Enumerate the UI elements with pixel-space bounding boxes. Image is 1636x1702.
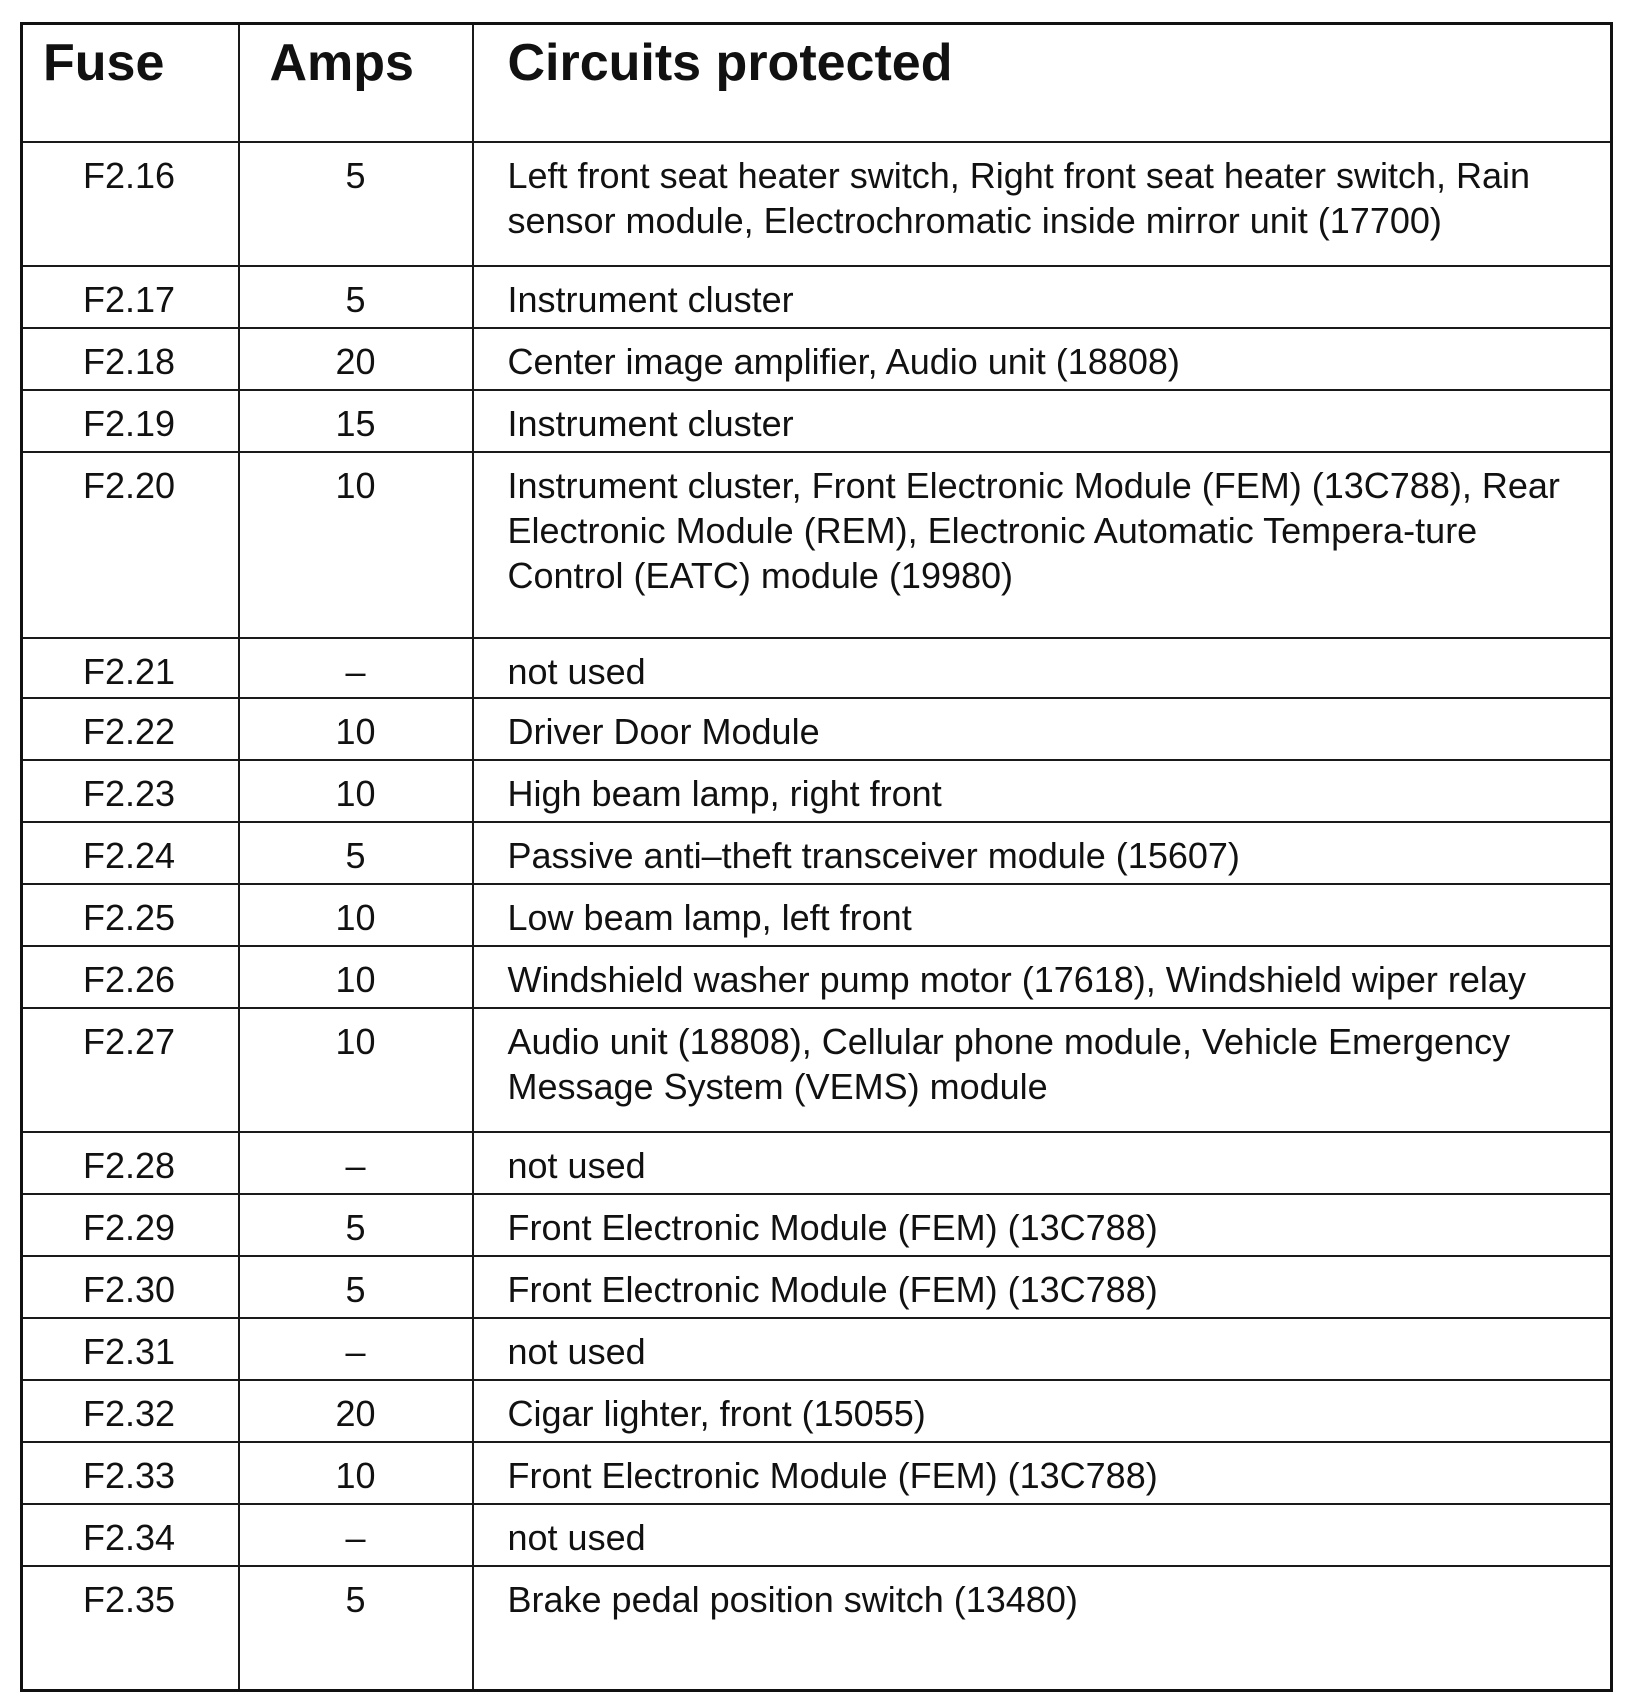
amps-cell: – <box>239 1132 473 1194</box>
table-row <box>22 884 1612 946</box>
circuits-cell: not used <box>473 1504 1612 1566</box>
amps-cell: 10 <box>239 452 473 638</box>
amps-cell: 5 <box>239 142 473 266</box>
fuse-cell: F2.32 <box>22 1380 239 1442</box>
amps-cell: – <box>239 638 473 698</box>
header-circuits-protected: Circuits protected <box>473 24 1612 143</box>
amps-cell: 20 <box>239 328 473 390</box>
fuse-cell: F2.25 <box>22 884 239 946</box>
circuits-cell: Driver Door Module <box>473 698 1612 760</box>
fuse-cell: F2.28 <box>22 1132 239 1194</box>
table-row <box>22 1008 1612 1132</box>
header-fuse: Fuse <box>22 24 239 143</box>
fuse-table <box>20 22 1613 1692</box>
circuits-cell: Windshield washer pump motor (17618), Windshield wiper relay <box>473 946 1612 1008</box>
fuse-cell: F2.34 <box>22 1504 239 1566</box>
table-header <box>22 24 1612 143</box>
fuse-cell: F2.21 <box>22 638 239 698</box>
amps-cell: 10 <box>239 884 473 946</box>
fuse-cell: F2.18 <box>22 328 239 390</box>
table-body <box>22 142 1612 1690</box>
fuse-cell: F2.30 <box>22 1256 239 1318</box>
amps-cell: 15 <box>239 390 473 452</box>
circuits-cell: Left front seat heater switch, Right front seat heater switch, Rain sensor module, Electrochromatic inside mirror unit (17700) <box>473 142 1612 266</box>
header-row <box>22 24 1612 143</box>
amps-cell: 5 <box>239 1256 473 1318</box>
circuits-cell: Audio unit (18808), Cellular phone module, Vehicle Emergency Message System (VEMS) module <box>473 1008 1612 1132</box>
fuse-cell: F2.17 <box>22 266 239 328</box>
amps-cell: 5 <box>239 822 473 884</box>
amps-cell: – <box>239 1504 473 1566</box>
amps-cell: – <box>239 1318 473 1380</box>
fuse-cell: F2.35 <box>22 1566 239 1690</box>
amps-cell: 5 <box>239 1194 473 1256</box>
amps-cell: 20 <box>239 1380 473 1442</box>
table-row <box>22 328 1612 390</box>
table-row <box>22 822 1612 884</box>
amps-cell: 10 <box>239 698 473 760</box>
table-row <box>22 452 1612 638</box>
table-row <box>22 1194 1612 1256</box>
fuse-cell: F2.19 <box>22 390 239 452</box>
amps-cell: 10 <box>239 1008 473 1132</box>
table-row <box>22 1318 1612 1380</box>
table-row <box>22 1504 1612 1566</box>
circuits-cell: High beam lamp, right front <box>473 760 1612 822</box>
circuits-cell: Passive anti–theft transceiver module (15607) <box>473 822 1612 884</box>
circuits-cell: not used <box>473 1132 1612 1194</box>
table-row <box>22 1442 1612 1504</box>
circuits-cell: Brake pedal position switch (13480) <box>473 1566 1612 1690</box>
fuse-cell: F2.31 <box>22 1318 239 1380</box>
circuits-cell: not used <box>473 638 1612 698</box>
table-row <box>22 1380 1612 1442</box>
table-row <box>22 638 1612 698</box>
table-row <box>22 266 1612 328</box>
amps-cell: 10 <box>239 760 473 822</box>
header-amps: Amps <box>239 24 473 143</box>
table-row <box>22 1132 1612 1194</box>
amps-cell: 5 <box>239 266 473 328</box>
circuits-cell: Instrument cluster <box>473 390 1612 452</box>
fuse-cell: F2.29 <box>22 1194 239 1256</box>
amps-cell: 5 <box>239 1566 473 1690</box>
fuse-cell: F2.24 <box>22 822 239 884</box>
fuse-cell: F2.20 <box>22 452 239 638</box>
circuits-cell: Instrument cluster, Front Electronic Module (FEM) (13C788), Rear Electronic Module (REM), Electronic Automatic Tempera-ture Control (EATC) module (19980) <box>473 452 1612 638</box>
circuits-cell: Cigar lighter, front (15055) <box>473 1380 1612 1442</box>
amps-cell: 10 <box>239 946 473 1008</box>
table-row <box>22 142 1612 266</box>
table-row <box>22 390 1612 452</box>
fuse-cell: F2.33 <box>22 1442 239 1504</box>
fuse-cell: F2.26 <box>22 946 239 1008</box>
amps-cell: 10 <box>239 1442 473 1504</box>
circuits-cell: Front Electronic Module (FEM) (13C788) <box>473 1442 1612 1504</box>
table-row <box>22 1256 1612 1318</box>
table-row <box>22 698 1612 760</box>
fuse-cell: F2.27 <box>22 1008 239 1132</box>
circuits-cell: Low beam lamp, left front <box>473 884 1612 946</box>
circuits-cell: Instrument cluster <box>473 266 1612 328</box>
fuse-cell: F2.23 <box>22 760 239 822</box>
circuits-cell: Front Electronic Module (FEM) (13C788) <box>473 1256 1612 1318</box>
table-row <box>22 760 1612 822</box>
circuits-cell: Front Electronic Module (FEM) (13C788) <box>473 1194 1612 1256</box>
table-row <box>22 946 1612 1008</box>
circuits-cell: not used <box>473 1318 1612 1380</box>
fuse-cell: F2.22 <box>22 698 239 760</box>
circuits-cell: Center image amplifier, Audio unit (18808) <box>473 328 1612 390</box>
fuse-cell: F2.16 <box>22 142 239 266</box>
table-row <box>22 1566 1612 1690</box>
